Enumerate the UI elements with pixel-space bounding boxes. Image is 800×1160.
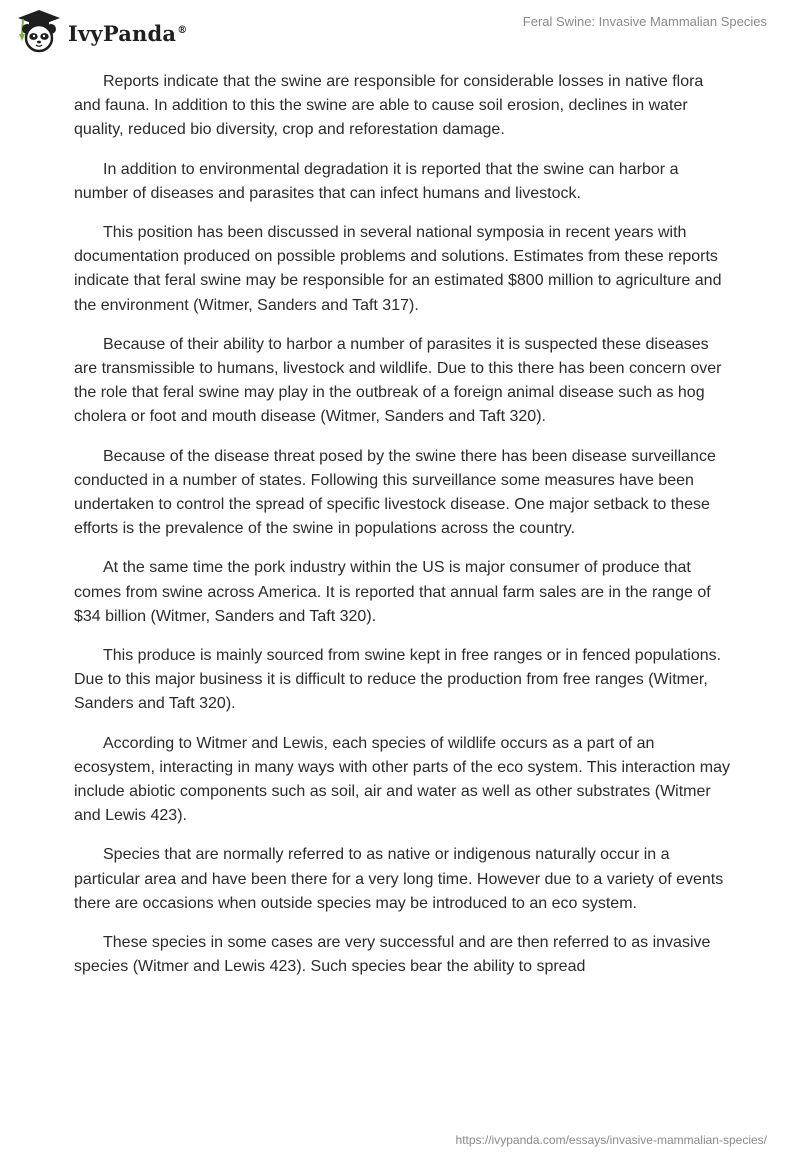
paragraph: According to Witmer and Lewis, each species of wildlife occurs as a part of an ecosystem, interacting in many ways with other parts of the eco system. This interaction may include abiotic components such as soil, air and water as well as other substrates (Witmer and Lewis 423). [74,734,730,825]
paragraph: This position has been discussed in several national symposia in recent years with documentation produced on possible problems and solutions. Estimates from these reports indicate that feral swine may be responsible for an estimated $800 million to agriculture and the environment (Witmer, Sanders and Taft 317). [74,224,722,314]
paragraph: At the same time the pork industry within the US is major consumer of produce that comes from swine across America. It is reported that annual farm sales are in the range of $34 billion (Witmer, Sanders and Taft 320). [74,559,711,625]
paragraph: Because of the disease threat posed by the swine there has been disease surveillance conducted in a number of states. Following this surveillance some measures have been undertaken to control the spread of specific livestock disease. One major setback to these efforts is the prevalence of the swine in populations across the country. [74,447,716,538]
paragraph: Species that are normally referred to as native or indigenous naturally occur in a particular area and have been there for a very long time. However due to a variety of events there are occasions when outside species may be introduced to an eco system. [74,846,724,912]
brand-name: IvyPanda® [68,20,188,46]
paragraph: Reports indicate that the swine are responsible for considerable losses in native flora and fauna. In addition to this the swine are able to cause soil erosion, declines in water quality, reduced bio diversity, crop and reforestation damage. [74,73,704,139]
source-url[interactable]: https://ivypanda.com/essays/invasive-mammalian-species/ [455,1133,767,1147]
paragraph: This produce is mainly sourced from swine kept in free ranges or in fenced populations. Due to this major business it is difficult to reduce the production from free ranges (Witmer, Sanders and Taft 320). [74,647,722,713]
ivypanda-logo[interactable] [14,8,187,54]
registered-mark: ® [177,24,188,36]
page-header [0,0,800,64]
paragraph: Because of their ability to harbor a number of parasites it is suspected these diseases are transmissible to humans, livestock and wildlife. Due to this there has been concern over the role that feral swine may play in the outbreak of a foreign animal disease such as hog cholera or foot and mouth disease (Witmer, Sanders and Taft 320). [74,335,722,426]
essay-body [74,70,734,995]
document-title: Feral Swine: Invasive Mammalian Species [522,14,767,29]
paragraph: These species in some cases are very successful and are then referred to as invasive species (Witmer and Lewis 423). Such species bear the ability to spread [74,934,711,976]
paragraph: In addition to environmental degradation it is reported that the swine can harbor a number of diseases and parasites that can infect humans and livestock. [74,160,679,202]
panda-graduate-icon [14,8,64,54]
